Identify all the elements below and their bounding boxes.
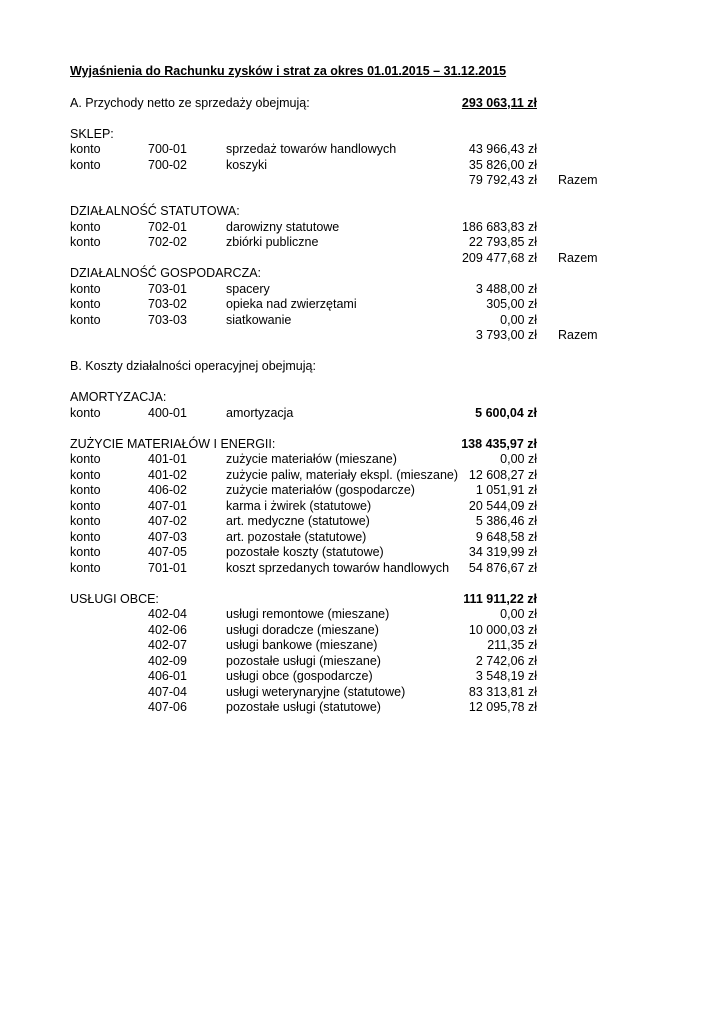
statutowa-header: DZIAŁALNOŚĆ STATUTOWA: bbox=[70, 204, 240, 218]
row-code: 702-01 bbox=[148, 219, 187, 234]
row-prefix: konto bbox=[70, 545, 101, 559]
document-page bbox=[70, 62, 630, 716]
row-prefix: konto bbox=[70, 514, 101, 528]
row-prefix: konto bbox=[70, 405, 101, 420]
group-header bbox=[70, 204, 630, 220]
group-header bbox=[70, 390, 630, 406]
zuzycie-total: 138 435,97 zł bbox=[461, 436, 537, 451]
table-row bbox=[70, 282, 630, 298]
sklep-total-label: Razem bbox=[558, 173, 598, 187]
row-desc: usługi weterynaryjne (statutowe) bbox=[226, 684, 406, 699]
row-amount: 5 600,04 zł bbox=[475, 405, 537, 420]
row-prefix: konto bbox=[70, 219, 101, 234]
section-a-total: 293 063,11 zł bbox=[461, 95, 537, 110]
zuzycie-header: ZUŻYCIE MATERIAŁÓW I ENERGII: bbox=[70, 436, 276, 451]
sklep-total: 79 792,43 zł bbox=[468, 173, 537, 187]
table-row bbox=[70, 669, 630, 685]
table-row bbox=[70, 313, 630, 329]
statutowa-total-label: Razem bbox=[558, 250, 598, 265]
group-header bbox=[70, 437, 630, 453]
row-amount: 0,00 zł bbox=[500, 312, 537, 327]
table-row bbox=[70, 638, 630, 654]
row-code: 700-01 bbox=[148, 142, 187, 156]
row-desc: zużycie paliw, materiały ekspl. (mieszane) bbox=[226, 467, 459, 482]
row-prefix: konto bbox=[70, 281, 101, 296]
row-amount: 305,00 zł bbox=[486, 297, 537, 311]
row-desc: amortyzacja bbox=[226, 405, 294, 420]
row-code: 703-02 bbox=[148, 297, 187, 311]
section-a-row bbox=[70, 96, 630, 112]
row-prefix: konto bbox=[70, 157, 101, 172]
row-code: 407-06 bbox=[148, 700, 187, 714]
table-row bbox=[70, 700, 630, 716]
row-code: 407-05 bbox=[148, 545, 187, 559]
row-desc: sprzedaż towarów handlowych bbox=[226, 142, 397, 156]
table-row bbox=[70, 406, 630, 422]
subtotal-row bbox=[70, 173, 630, 189]
row-amount: 0,00 zł bbox=[500, 452, 537, 466]
row-amount: 22 793,85 zł bbox=[468, 235, 537, 249]
table-row bbox=[70, 452, 630, 468]
row-desc: koszt sprzedanych towarów handlowych bbox=[226, 560, 450, 575]
uslugi-header: USŁUGI OBCE: bbox=[70, 591, 159, 606]
section-b-label: B. Koszty działalności operacyjnej obejmują: bbox=[70, 359, 316, 373]
group-header bbox=[70, 592, 630, 608]
row-code: 401-02 bbox=[148, 467, 187, 482]
group-header bbox=[70, 266, 630, 282]
row-amount: 186 683,83 zł bbox=[461, 219, 537, 234]
row-prefix: konto bbox=[70, 529, 101, 544]
row-code: 407-02 bbox=[148, 514, 187, 528]
sklep-header: SKLEP: bbox=[70, 126, 114, 141]
group-header bbox=[70, 127, 630, 143]
row-desc: karma i żwirek (statutowe) bbox=[226, 498, 372, 513]
row-amount: 12 095,78 zł bbox=[468, 700, 537, 714]
row-desc: pozostałe koszty (statutowe) bbox=[226, 545, 384, 559]
row-prefix: konto bbox=[70, 483, 101, 497]
row-prefix: konto bbox=[70, 452, 101, 466]
row-prefix: konto bbox=[70, 142, 101, 156]
row-code: 702-02 bbox=[148, 235, 187, 249]
table-row bbox=[70, 685, 630, 701]
row-amount: 35 826,00 zł bbox=[468, 157, 537, 172]
table-row bbox=[70, 654, 630, 670]
row-amount: 211,35 zł bbox=[487, 638, 537, 652]
uslugi-total: 111 911,22 zł bbox=[463, 591, 537, 606]
table-row bbox=[70, 623, 630, 639]
row-amount: 54 876,67 zł bbox=[468, 560, 537, 575]
row-code: 407-01 bbox=[148, 498, 187, 513]
table-row bbox=[70, 561, 630, 577]
row-amount: 43 966,43 zł bbox=[468, 142, 537, 156]
row-amount: 5 386,46 zł bbox=[475, 514, 537, 528]
table-row bbox=[70, 483, 630, 499]
row-desc: usługi remontowe (mieszane) bbox=[226, 607, 390, 621]
row-amount: 34 319,99 zł bbox=[468, 545, 537, 559]
row-desc: pozostałe usługi (statutowe) bbox=[226, 700, 381, 714]
row-prefix: konto bbox=[70, 312, 101, 327]
row-code: 407-03 bbox=[148, 529, 187, 544]
table-row bbox=[70, 545, 630, 561]
gospodarcza-total: 3 793,00 zł bbox=[475, 328, 537, 342]
row-desc: zużycie materiałów (mieszane) bbox=[226, 452, 397, 466]
row-code: 703-03 bbox=[148, 312, 187, 327]
row-desc: spacery bbox=[226, 281, 270, 296]
table-row bbox=[70, 530, 630, 546]
row-desc: koszyki bbox=[226, 157, 267, 172]
row-prefix: konto bbox=[70, 297, 101, 311]
row-code: 402-09 bbox=[148, 653, 187, 668]
row-code: 402-07 bbox=[148, 638, 187, 652]
gospodarcza-header: DZIAŁALNOŚĆ GOSPODARCZA: bbox=[70, 266, 262, 280]
table-row bbox=[70, 468, 630, 484]
row-desc: pozostałe usługi (mieszane) bbox=[226, 653, 381, 668]
row-amount: 3 548,19 zł bbox=[475, 669, 537, 683]
amortyzacja-header: AMORTYZACJA: bbox=[70, 390, 167, 404]
row-prefix: konto bbox=[70, 498, 101, 513]
row-amount: 3 488,00 zł bbox=[475, 281, 537, 296]
row-desc: art. pozostałe (statutowe) bbox=[226, 529, 367, 544]
row-desc: usługi obce (gospodarcze) bbox=[226, 669, 373, 683]
table-row bbox=[70, 297, 630, 313]
row-prefix: konto bbox=[70, 560, 101, 575]
table-row bbox=[70, 235, 630, 251]
row-amount: 2 742,06 zł bbox=[475, 653, 537, 668]
row-desc: zbiórki publiczne bbox=[226, 235, 319, 249]
subtotal-row bbox=[70, 328, 630, 344]
row-code: 400-01 bbox=[148, 405, 187, 420]
section-b-row bbox=[70, 359, 630, 375]
row-code: 402-04 bbox=[148, 607, 187, 621]
table-row bbox=[70, 158, 630, 174]
row-desc: siatkowanie bbox=[226, 312, 292, 327]
row-code: 700-02 bbox=[148, 157, 187, 172]
row-desc: usługi doradcze (mieszane) bbox=[226, 622, 379, 637]
table-row bbox=[70, 607, 630, 623]
row-code: 703-01 bbox=[148, 281, 187, 296]
table-row bbox=[70, 142, 630, 158]
row-amount: 83 313,81 zł bbox=[468, 684, 537, 699]
row-desc: usługi bankowe (mieszane) bbox=[226, 638, 378, 652]
row-amount: 0,00 zł bbox=[500, 607, 537, 621]
gospodarcza-total-label: Razem bbox=[558, 328, 598, 342]
table-row bbox=[70, 514, 630, 530]
document-title: Wyjaśnienia do Rachunku zysków i strat za okres 01.01.2015 – 31.12.2015 bbox=[70, 64, 507, 78]
row-prefix: konto bbox=[70, 467, 101, 482]
row-code: 406-02 bbox=[148, 483, 187, 497]
row-desc: opieka nad zwierzętami bbox=[226, 297, 357, 311]
row-amount: 12 608,27 zł bbox=[468, 467, 537, 482]
row-code: 402-06 bbox=[148, 622, 187, 637]
row-desc: art. medyczne (statutowe) bbox=[226, 514, 370, 528]
row-amount: 1 051,91 zł bbox=[475, 483, 537, 497]
statutowa-total: 209 477,68 zł bbox=[461, 250, 537, 265]
row-desc: darowizny statutowe bbox=[226, 219, 340, 234]
row-code: 406-01 bbox=[148, 669, 187, 683]
subtotal-row bbox=[70, 251, 630, 267]
row-amount: 20 544,09 zł bbox=[468, 498, 537, 513]
table-row bbox=[70, 499, 630, 515]
row-amount: 10 000,03 zł bbox=[468, 622, 537, 637]
row-code: 407-04 bbox=[148, 684, 187, 699]
table-row bbox=[70, 220, 630, 236]
row-code: 701-01 bbox=[148, 560, 187, 575]
row-prefix: konto bbox=[70, 235, 101, 249]
row-desc: zużycie materiałów (gospodarcze) bbox=[226, 483, 415, 497]
section-a-label: A. Przychody netto ze sprzedaży obejmują: bbox=[70, 95, 310, 110]
row-amount: 9 648,58 zł bbox=[475, 529, 537, 544]
row-code: 401-01 bbox=[148, 452, 187, 466]
